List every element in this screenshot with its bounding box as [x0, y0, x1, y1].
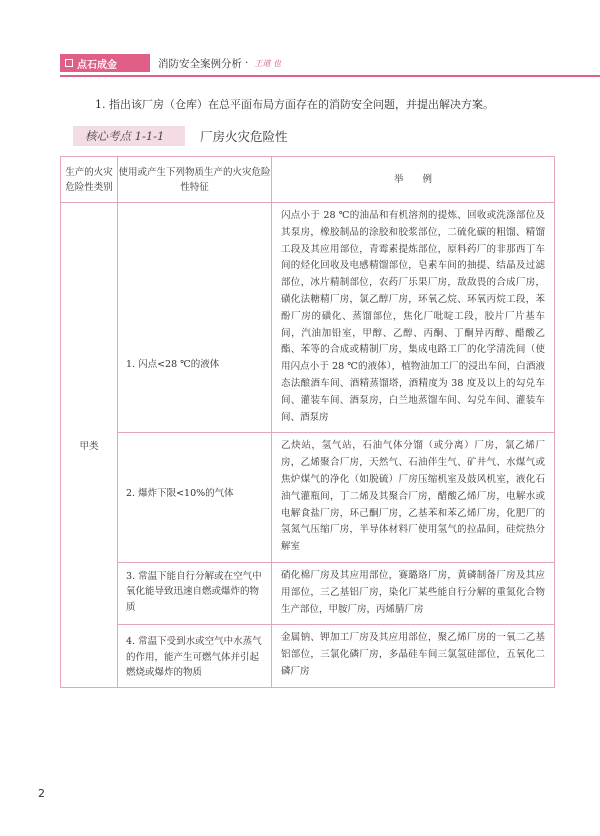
feature-cell: 4. 常温下受到水或空气中水蒸气的作用，能产生可燃气体并引起燃烧或爆炸的物质	[118, 625, 272, 687]
category-cell: 甲类	[61, 203, 118, 688]
header-rule	[60, 75, 600, 77]
table-header-row	[61, 157, 555, 203]
feature-cell: 2. 爆炸下限<10%的气体	[118, 433, 272, 563]
examples-cell: 乙炔站，氢气站，石油气体分馏（或分离）厂房，氯乙烯厂房，乙烯聚合厂房，天然气、石油伴生气、矿井气、水煤气或焦炉煤气的净化（如脱硫）厂房压缩机室及鼓风机室，液化石油气灌瓶间，丁二烯及其聚合厂房，醋酸乙烯厂房，电解水或电解食盐厂房，环己酮厂房，乙基苯和苯乙烯厂房，化肥厂的氢氮气压缩厂房，半导体材料厂使用氢气的拉晶间，硅烷热分解室	[272, 433, 555, 563]
square-icon	[65, 59, 73, 67]
author-signature: 王道 也	[254, 58, 281, 68]
fire-hazard-table	[60, 156, 555, 688]
page-number: 2	[38, 787, 45, 800]
feature-cell: 1. 闪点<28 ℃的液体	[118, 203, 272, 433]
question-text: 1. 指出该厂房（仓库）在总平面布局方面存在的消防安全问题，并提出解决方案。	[95, 98, 494, 111]
running-header	[60, 54, 281, 72]
key-point-label: 核心考点 1-1-1	[85, 129, 165, 143]
examples-cell: 金属钠、钾加工厂房及其应用部位，聚乙烯厂房的一氧二乙基铝部位，三氯化磷厂房，多晶硅车间三氯氢硅部位，五氧化二磷厂房	[272, 625, 555, 687]
header-examples: 举 例	[272, 157, 555, 203]
table-row	[61, 625, 555, 687]
examples-cell: 闪点小于 28 ℃的油品和有机溶剂的提炼、回收或洗涤部位及其泵房，橡胶制品的涂胶和胶浆部位，二硫化碳的粗馏、精馏工段及其应用部位，青霉素提炼部位，原料药厂的非那西丁车间的烃化回收及电感精馏部位，皂素车间的抽提、结晶及过滤部位，冰片精制部位，农药厂乐果厂房，敌敌畏的合成厂房，磺化法糖精厂房，氯乙醇厂房，环氧乙烷、环氧丙烷工段，苯酚厂房的磺化、蒸馏部位，焦化厂吡啶工段，胶片厂片基车间，汽油加铅室，甲醇、乙醇、丙酮、丁酮异丙醇、醋酸乙酯、苯等的合成或精制厂房，集成电路工厂的化学清洗间（使用闪点小于 28 ℃的液体），植物油加工厂的浸出车间，白酒液态法酿酒车间、酒精蒸馏塔，酒精度为 38 度及以上的勾兑车间、灌装车间、酒泵房，白兰地蒸馏车间、勾兑车间、灌装车间、酒泵房	[272, 203, 555, 433]
feature-cell: 3. 常温下能自行分解或在空气中氧化能导致迅速自燃或爆炸的物质	[118, 562, 272, 624]
header-category: 生产的火灾危险性类别	[61, 157, 118, 203]
table-row	[61, 562, 555, 624]
examples-cell: 硝化棉厂房及其应用部位，赛璐珞厂房，黄磷制备厂房及其应用部位，三乙基铝厂房，染化厂某些能自行分解的重氮化合物生产部位，甲胺厂房，丙烯腈厂房	[272, 562, 555, 624]
header-separator: ·	[245, 57, 249, 69]
table-row	[61, 203, 555, 433]
key-point-title: 厂房火灾危险性	[200, 129, 288, 144]
section-badge	[60, 54, 150, 72]
book-title: 消防安全案例分析	[158, 57, 242, 70]
section-badge-label: 点石成金	[77, 59, 117, 71]
table-row	[61, 433, 555, 563]
header-feature: 使用或产生下列物质生产的火灾危险性特征	[118, 157, 272, 203]
